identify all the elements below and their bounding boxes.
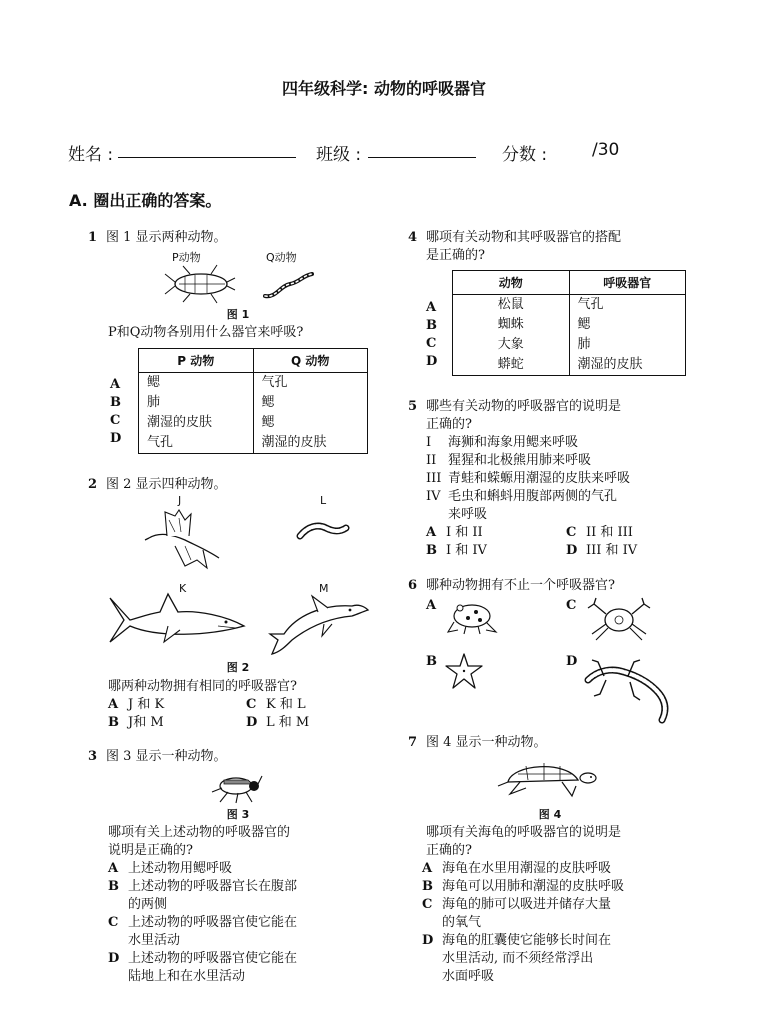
statement: IV 毛虫和蝌蚪用腹部两侧的气孔 <box>426 489 618 504</box>
table-row[interactable]: 鳃 气孔 <box>139 373 368 394</box>
option-c[interactable]: C II 和 III <box>566 525 633 540</box>
statement: II 猩猩和北极熊用肺来呼吸 <box>426 453 592 468</box>
figure-1-caption: 图 1 <box>226 308 250 321</box>
figure-2-caption: 图 2 <box>226 661 250 674</box>
option-letter[interactable]: B <box>110 395 121 410</box>
table-header: 呼吸器官 <box>569 271 686 295</box>
score-label: 分数 : <box>502 145 548 165</box>
label-m: M <box>319 582 329 595</box>
page-title: 四年级科学: 动物的呼吸器官 <box>282 79 486 98</box>
option-d[interactable]: D 上述动物的呼吸器官使它能在 陆地上和在水里活动 <box>108 951 298 984</box>
dolphin-illustration <box>266 594 370 658</box>
question-3-stem <box>88 748 227 766</box>
question-2-question: 哪两种动物拥有相同的呼吸器官? <box>108 679 297 694</box>
label-q-animal: Q动物 <box>266 251 297 264</box>
name-label: 姓名 : <box>68 145 114 165</box>
option-a[interactable]: A I 和 II <box>426 525 483 540</box>
question-number: 7 <box>408 735 418 750</box>
starfish-illustration <box>444 652 484 690</box>
class-blank[interactable] <box>368 143 476 158</box>
option-letter[interactable]: D <box>426 354 438 369</box>
frog-illustration <box>446 598 498 634</box>
statement: III 青蛙和蝾螈用潮湿的皮肤来呼吸 <box>426 471 631 486</box>
option-letter[interactable]: B <box>426 318 437 333</box>
earthworm-illustration <box>262 272 314 300</box>
q4-option-letters <box>426 299 437 371</box>
q1-answer-table <box>138 348 368 454</box>
label-k: K <box>179 582 187 595</box>
question-text: 图 3 显示一种动物。 <box>106 749 227 764</box>
question-text: 图 4 显示一种动物。 <box>426 735 547 750</box>
score-total: /30 <box>592 140 620 160</box>
question-1-stem <box>88 229 227 247</box>
option-b[interactable]: B 上述动物的呼吸器官长在腹部 的两侧 <box>108 879 298 912</box>
table-row[interactable]: 大象 肺 <box>453 335 686 355</box>
option-letter[interactable]: D <box>110 431 122 446</box>
statement: I 海狮和海象用鳃来呼吸 <box>426 435 579 450</box>
table-row[interactable]: 气孔 潮湿的皮肤 <box>139 433 368 454</box>
question-1-question: P和Q动物各别用什么器官来呼吸? <box>108 325 304 340</box>
question-6-stem <box>408 577 615 595</box>
option-c[interactable]: C 上述动物的呼吸器官使它能在 水里活动 <box>108 915 298 948</box>
option-b[interactable]: B 海龟可以用肺和潮湿的皮肤呼吸 <box>422 879 625 894</box>
option-b-label[interactable]: B <box>426 654 437 669</box>
figure-4-caption: 图 4 <box>538 808 562 821</box>
label-p-animal: P动物 <box>172 251 201 264</box>
question-4-stem: 4 哪项有关动物和其呼吸器官的搭配 是正确的? <box>408 230 622 263</box>
question-number: 3 <box>88 749 98 764</box>
option-letter[interactable]: A <box>110 377 121 392</box>
question-5-stem: 5 哪些有关动物的呼吸器官的说明是 正确的? <box>408 399 622 432</box>
caterpillar-illustration <box>296 516 350 546</box>
cockroach-illustration <box>165 264 235 304</box>
turtle-illustration <box>496 756 598 800</box>
option-c[interactable]: C 海龟的肺可以吸进并储存大量 的氧气 <box>422 897 612 930</box>
option-d[interactable]: D L 和 M <box>246 715 310 730</box>
option-b[interactable]: B J和 M <box>108 715 164 730</box>
label-j: J <box>178 494 182 507</box>
option-d-label[interactable]: D <box>566 654 578 669</box>
option-a[interactable]: A 海龟在水里用潮湿的皮肤呼吸 <box>422 861 612 876</box>
figure-3-caption: 图 3 <box>226 808 250 821</box>
question-number: 1 <box>88 230 98 245</box>
option-a[interactable]: A 上述动物用鳃呼吸 <box>108 861 233 876</box>
question-7-stem <box>408 734 547 752</box>
option-letter[interactable]: C <box>426 336 437 351</box>
q1-option-letters <box>110 376 121 448</box>
question-7-question: 哪项有关海龟的呼吸器官的说明是 正确的? <box>426 825 622 858</box>
option-c-label[interactable]: C <box>566 598 577 613</box>
question-3-question: 哪项有关上述动物的呼吸器官的 说明是正确的? <box>108 825 291 858</box>
question-text: 图 2 显示四种动物。 <box>106 477 227 492</box>
table-row[interactable]: 肺 鳃 <box>139 393 368 413</box>
shark-illustration <box>108 592 248 648</box>
q4-answer-table <box>452 270 686 376</box>
table-header: P 动物 <box>139 349 254 373</box>
option-a-label[interactable]: A <box>426 598 437 613</box>
table-header: 动物 <box>453 271 570 295</box>
class-label: 班级 : <box>316 145 362 165</box>
crab-illustration <box>584 598 654 642</box>
question-number: 4 <box>408 230 418 245</box>
question-number: 2 <box>88 477 98 492</box>
option-c[interactable]: C K 和 L <box>246 697 306 712</box>
question-text: 图 1 显示两种动物。 <box>106 230 227 245</box>
insect-illustration <box>208 770 262 804</box>
question-2-stem <box>88 476 227 494</box>
table-header: Q 动物 <box>253 349 368 373</box>
option-letter[interactable]: C <box>110 413 121 428</box>
table-row[interactable]: 潮湿的皮肤 鳃 <box>139 413 368 433</box>
question-text: 哪种动物拥有不止一个呼吸器官? <box>426 578 615 593</box>
section-heading: A. 圈出正确的答案。 <box>69 191 222 210</box>
option-a[interactable]: A J 和 K <box>108 697 165 712</box>
option-b[interactable]: B I 和 IV <box>426 543 487 558</box>
table-row[interactable]: 松鼠 气孔 <box>453 295 686 316</box>
name-blank[interactable] <box>118 143 296 158</box>
option-letter[interactable]: A <box>426 300 437 315</box>
option-d[interactable]: D III 和 IV <box>566 543 638 558</box>
question-number: 5 <box>408 399 418 414</box>
lizard-illustration <box>584 654 680 724</box>
option-d[interactable]: D 海龟的肛囊使它能够长时间在 水里活动, 而不须经常浮出 水面呼吸 <box>422 933 612 984</box>
question-number: 6 <box>408 578 418 593</box>
bird-illustration <box>145 506 223 570</box>
table-row[interactable]: 蟒蛇 潮湿的皮肤 <box>453 355 686 376</box>
label-l: L <box>320 494 327 507</box>
table-row[interactable]: 蜘蛛 鳃 <box>453 315 686 335</box>
statement-list: I 海狮和海象用鳃来呼吸 II 猩猩和北极熊用肺来呼吸 III 青蛙和蝾螈用潮湿的皮肤来呼吸 IV 毛虫和蝌蚪用腹部两侧的气孔 来呼吸 <box>426 435 631 522</box>
